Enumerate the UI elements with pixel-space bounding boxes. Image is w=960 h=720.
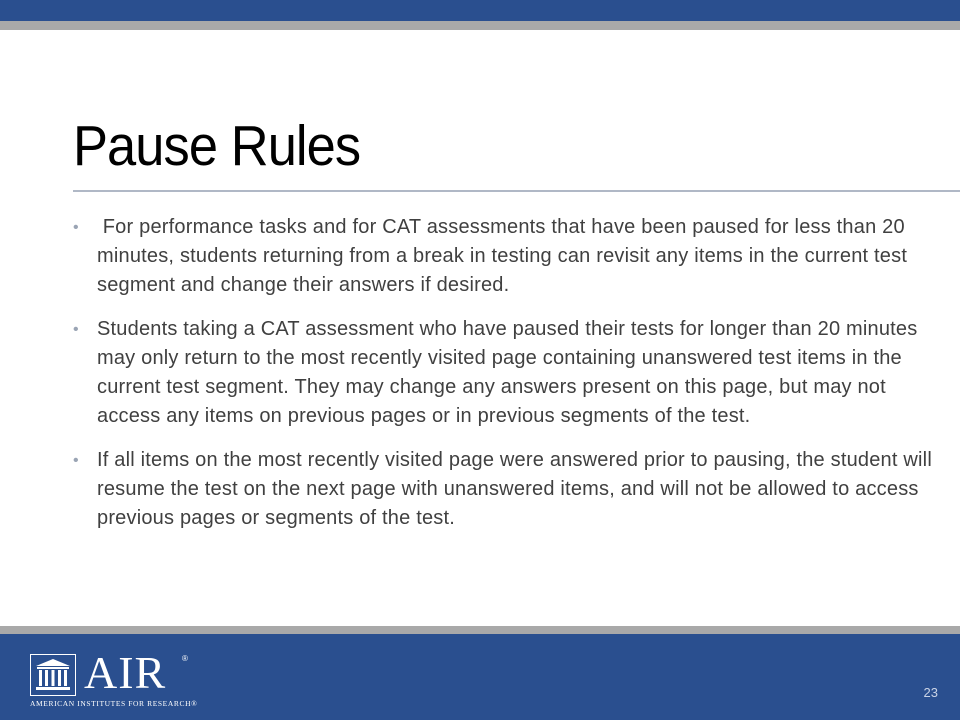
bullet-dot-icon: • [73, 219, 79, 236]
logo-subtitle: AMERICAN INSTITUTES FOR RESEARCH® [30, 699, 198, 708]
bullet-item [73, 213, 937, 300]
top-header-band [0, 0, 960, 21]
bullet-item [73, 315, 937, 431]
bullet-dot-icon: • [73, 321, 79, 338]
air-logo [30, 647, 270, 712]
bottom-gray-stripe [0, 626, 960, 634]
logo-registered-mark: ® [182, 654, 188, 663]
bullet-list [73, 213, 937, 533]
bullet-text: Students taking a CAT assessment who have paused their tests for longer than 20 minutes may only return to the most recently visited page containing unanswered test items in the current test segment. They may change any answers present on this page, but may not access any items on previous pages or in previous segments of the test. [97, 318, 918, 427]
bullet-dot-icon: • [73, 452, 79, 469]
bullet-text: If all items on the most recently visited page were answered prior to pausing, the student will resume the test on the next page with unanswered items, and will not be allowed to access previous pages or segments of the test. [97, 449, 932, 529]
bullet-item [73, 446, 937, 533]
title-divider [73, 190, 960, 192]
slide-title: Pause Rules [73, 114, 361, 178]
page-number: 23 [923, 685, 938, 700]
building-columns-icon [30, 654, 76, 696]
bullet-text: For performance tasks and for CAT assessments that have been paused for less than 20 minutes, students returning from a break in testing can revisit any items in the current test segment and change their answers if desired. [97, 216, 913, 296]
top-gray-stripe [0, 21, 960, 30]
logo-wordmark: AIR [84, 647, 167, 698]
